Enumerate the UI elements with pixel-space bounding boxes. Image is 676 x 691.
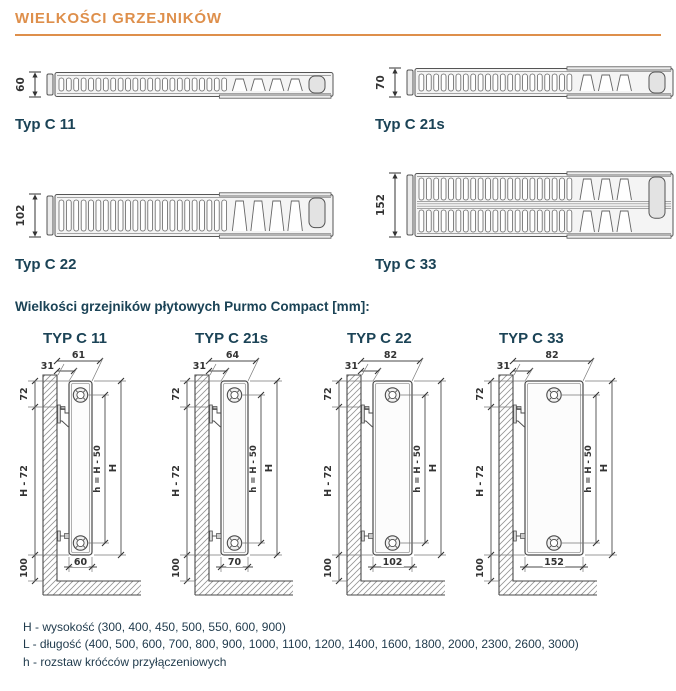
cross-sections-grid <box>15 62 661 273</box>
cross-section-drawing-c21s <box>375 62 675 103</box>
dim-label: H <box>264 463 275 473</box>
dim-label: 102 <box>382 557 403 568</box>
cross-section-figure-c33 <box>375 167 675 273</box>
dim-label: 72 <box>475 387 486 401</box>
type-header-c33: TYP C 33 <box>499 330 564 347</box>
dim-label: 152 <box>544 557 564 568</box>
cross-section-label-c33: Typ C 33 <box>375 256 437 273</box>
dim-label: H - 72 <box>323 465 334 497</box>
dimension-drawings <box>15 351 661 609</box>
dimension-drawing-c33 <box>471 351 623 609</box>
dim-label: 64 <box>225 351 240 361</box>
dim-label: h = H - 50 <box>93 445 103 493</box>
dim-label: 100 <box>323 558 334 578</box>
cross-section-label-c11: Typ C 11 <box>15 116 76 133</box>
dim-label: H - 72 <box>19 465 30 497</box>
cross-section-svg <box>15 188 335 243</box>
type-header-c11: TYP C 11 <box>43 330 107 347</box>
dim-label: 31 <box>192 361 206 372</box>
dim-label: H - 72 <box>171 465 182 497</box>
dim-label: 102 <box>15 204 27 227</box>
dim-label: H <box>108 463 119 473</box>
cross-section-label-c22: Typ C 22 <box>15 256 77 273</box>
dimension-drawing-c21s <box>167 351 319 609</box>
cross-section-svg <box>375 167 675 243</box>
dim-label: 60 <box>73 557 88 568</box>
cross-section-svg <box>15 66 335 103</box>
dim-label: 70 <box>375 75 387 90</box>
dim-label: 31 <box>40 361 54 372</box>
dim-label: 60 <box>15 77 27 92</box>
dim-label: H <box>428 463 439 473</box>
cross-section-figure-c22 <box>15 188 375 273</box>
page-title: WIELKOŚCI GRZEJNIKÓW <box>15 10 222 27</box>
type-headers <box>15 330 661 347</box>
dim-label: 100 <box>475 558 486 578</box>
cross-section-figure-c11 <box>15 66 375 133</box>
dim-label: 70 <box>227 557 242 568</box>
dimension-svg <box>319 351 471 609</box>
cross-section-label-c21s: Typ C 21s <box>375 116 445 133</box>
dimension-svg <box>471 351 623 609</box>
dimension-svg <box>15 351 167 609</box>
dim-label: H - 72 <box>475 465 486 497</box>
dim-label: 100 <box>171 558 182 578</box>
type-header-c22: TYP C 22 <box>347 330 412 347</box>
dim-label: 61 <box>71 351 86 361</box>
dim-label: 100 <box>19 558 30 578</box>
legend <box>15 619 661 671</box>
dimension-drawing-c22 <box>319 351 471 609</box>
dim-label: 72 <box>323 387 334 401</box>
dim-label: 82 <box>545 351 559 361</box>
cross-section-drawing-c11 <box>15 66 375 103</box>
dim-label: H <box>599 463 610 473</box>
dimension-svg <box>167 351 319 609</box>
dim-label: h = H - 50 <box>249 445 259 493</box>
dim-label: 82 <box>383 351 398 361</box>
cross-section-svg <box>375 62 675 103</box>
legend-line-length: L - długość (400, 500, 600, 700, 800, 900, 1000, 1100, 1200, 1400, 1600, 1800, 2000, 2300, 2600, 3000) <box>23 637 579 652</box>
legend-line-spacing: h - rozstaw króćców przyłączeniowych <box>23 654 227 669</box>
cross-section-drawing-c22 <box>15 188 375 243</box>
dim-label: h = H - 50 <box>413 445 423 493</box>
type-header-c21s: TYP C 21s <box>195 330 269 347</box>
dim-label: h = H - 50 <box>584 445 594 493</box>
dim-label: 31 <box>344 361 358 372</box>
legend-line-height: H - wysokość (300, 400, 450, 500, 550, 600, 900) <box>23 620 286 634</box>
dim-label: 72 <box>19 387 30 401</box>
dim-label: 31 <box>496 361 510 372</box>
cross-section-drawing-c33 <box>375 167 675 243</box>
dim-label: 72 <box>171 387 182 401</box>
page-header <box>15 0 661 36</box>
cross-section-figure-c21s <box>375 62 675 133</box>
subtitle: Wielkości grzejników płytowych Purmo Compact [mm]: <box>15 299 370 314</box>
dimension-drawing-c11 <box>15 351 167 609</box>
dim-label: 152 <box>375 194 387 216</box>
